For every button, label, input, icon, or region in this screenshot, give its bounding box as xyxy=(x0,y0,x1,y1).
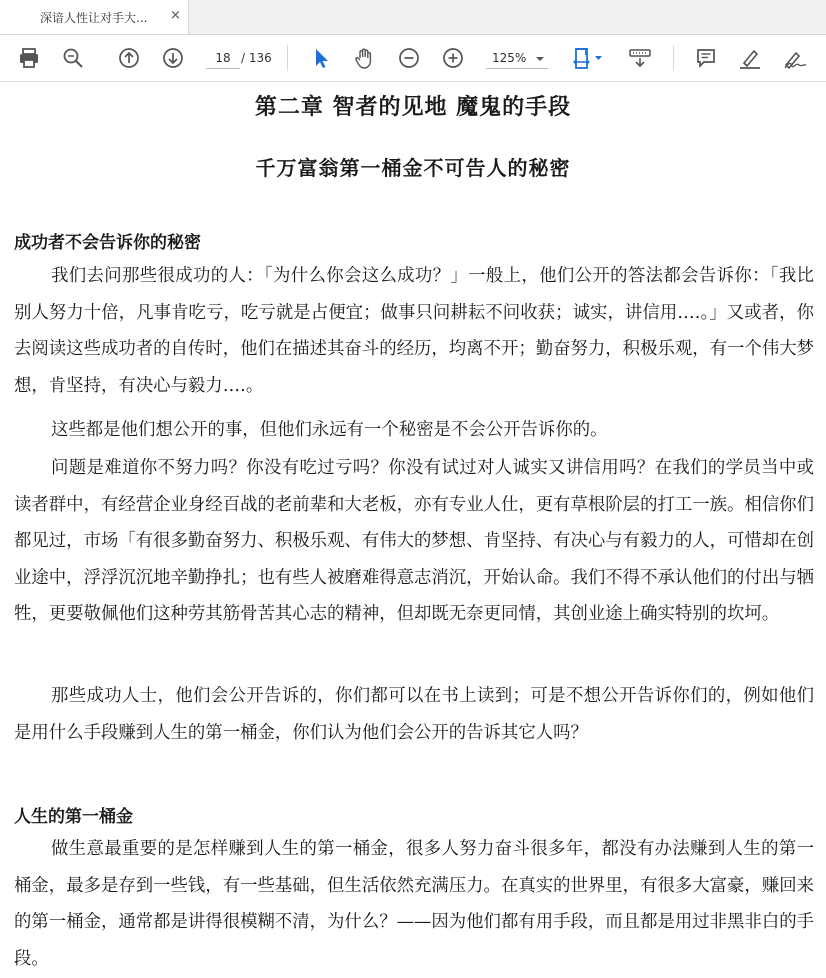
print-icon[interactable] xyxy=(15,44,43,72)
previous-page-icon[interactable] xyxy=(115,44,143,72)
section-title: 千万富翁第一桶金不可告人的秘密 xyxy=(255,156,571,180)
highlight-pen-icon[interactable] xyxy=(736,44,764,72)
paragraph: 问题是难道你不努力吗？你没有吃过亏吗？你没有试过对人诚实又讲信用吗？在我们的学员当中或读者群中，有经营企业身经百战的老前辈和大老板，亦有专业人仕，更有草根阶层的打工一族。相信你们都见过，市场「有很多勤奋努力、积极乐观、有伟大的梦想、肯坚持、有决心与有毅力的人，可惜却在创业途中，浮浮沉沉地辛勤挣扎；也有些人被磨难得意志消沉，开始认命。我们不得不承认他们的付出与牺牲，更要敬佩他们这种劳其筋骨苦其心志的精神，但却既无奈更同情，其创业途上确实特别的坎坷。 xyxy=(14,458,814,625)
page-total: / 136 xyxy=(241,51,272,65)
zoom-in-icon[interactable] xyxy=(439,44,467,72)
chevron-down-icon xyxy=(536,57,544,61)
zoom-search-icon[interactable] xyxy=(59,44,87,72)
read-mode-icon[interactable] xyxy=(626,44,654,72)
close-tab-icon[interactable]: × xyxy=(170,8,181,23)
heading-secret: 成功者不会告诉你的秘密 xyxy=(14,233,201,253)
comment-icon[interactable] xyxy=(692,44,720,72)
zoom-select[interactable] xyxy=(486,48,548,69)
toolbar-divider xyxy=(287,45,288,71)
paragraph: 我们去问那些很成功的人：「为什么你会这么成功？」一般上，他们公开的答法都会告诉你：「我比别人努力十倍，凡事肯吃亏，吃亏就是占便宜；做事只问耕耘不问收获；诚实，讲信用‥‥。」又或者，你去阅读这些成功者的自传时，他们在描述其奋斗的经历，均离不开；勤奋努力，积极乐观，有一个伟大梦想，肯坚持，有决心与毅力‥‥。 xyxy=(14,266,814,396)
select-cursor-icon[interactable] xyxy=(307,44,335,72)
toolbar-divider xyxy=(673,45,674,71)
paragraph: 做生意最重要的是怎样赚到人生的第一桶金，很多人努力奋斗很多年，都没有办法赚到人生的第一桶金，最多是存到一些钱，有一些基础，但生活依然充满压力。在真实的世界里，有很多大富豪，赚回来的第一桶金，通常都是讲得很模糊不清，为什么？——因为他们都有用手段，而且都是用过非黑非白的手段。 xyxy=(14,839,814,969)
document-tab[interactable] xyxy=(0,0,189,34)
page-number-input[interactable]: 18 xyxy=(206,48,240,69)
zoom-value: 125% xyxy=(492,51,527,65)
heading-first-bucket: 人生的第一桶金 xyxy=(14,807,133,827)
paragraph: 那些成功人士，他们会公开告诉的，你们都可以在书上读到；可是不想公开告诉你们的，例如他们是用什么手段赚到人生的第一桶金，你们认为他们会公开的告诉其它人吗？ xyxy=(14,686,814,743)
draw-signature-icon[interactable] xyxy=(781,44,809,72)
chapter-title: 第二章 智者的见地 魔鬼的手段 xyxy=(254,94,572,120)
tab-bar xyxy=(0,0,826,35)
hand-tool-icon[interactable] xyxy=(350,44,378,72)
paragraph: 这些都是他们想公开的事，但他们永远有一个秘密是不会公开告诉你的。 xyxy=(51,420,608,440)
toolbar xyxy=(0,35,826,82)
zoom-out-icon[interactable] xyxy=(395,44,423,72)
fit-page-icon[interactable] xyxy=(571,44,607,72)
document-page xyxy=(0,82,826,978)
tab-title: 深谙人性让对手大... xyxy=(40,11,148,25)
next-page-icon[interactable] xyxy=(159,44,187,72)
